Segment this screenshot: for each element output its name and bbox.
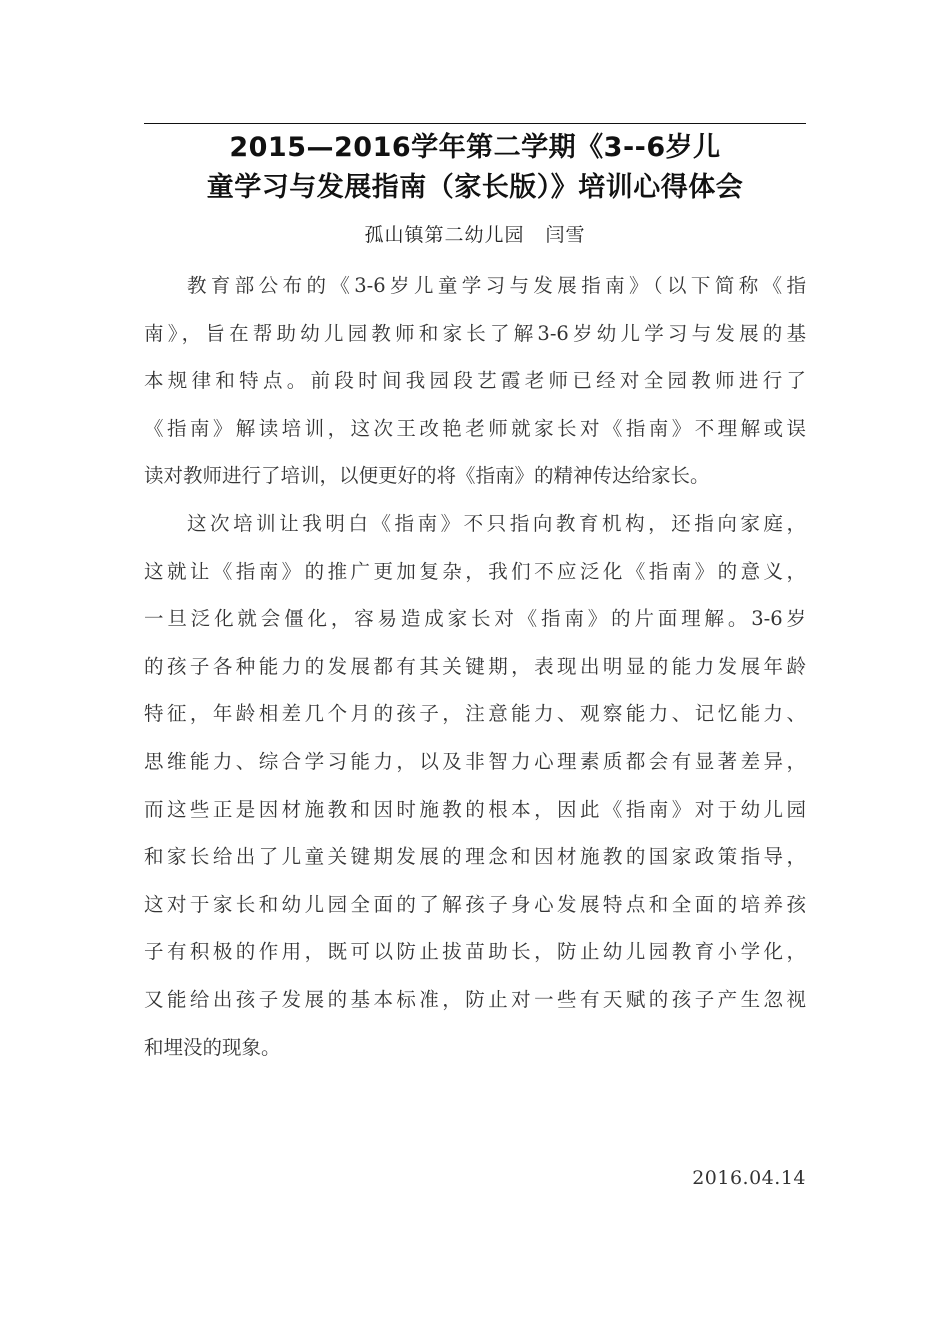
paragraph-line: 《指南》解读培训，这次王改艳老师就家长对《指南》不理解或误 [144,416,806,440]
document-body [144,262,806,1071]
document-page [144,0,806,1344]
paragraph-line: 教育部公布的《3-6岁儿童学习与发展指南》（以下简称《指 [187,274,806,297]
paragraph-line: 本规律和特点。前段时间我园段艺霞老师已经对全园教师进行了 [144,369,806,393]
title-line-1: 2015—2016学年第二学期《3--6岁儿 [229,132,721,163]
paragraph-line: 子有积极的作用，既可以防止拔苗助长，防止幼儿园教育小学化， [144,940,806,964]
title-line-2: 童学习与发展指南（家长版）》培训心得体会 [206,172,744,203]
document-date: 2016.04.14 [692,1167,806,1189]
paragraph-line: 一旦泛化就会僵化，容易造成家长对《指南》的片面理解。3-6岁 [144,607,806,631]
document-title [144,128,806,208]
paragraph-line: 而这些正是因材施教和因时施教的根本，因此《指南》对于幼儿园 [144,797,806,821]
paragraph-line: 读对教师进行了培训，以便更好的将《指南》的精神传达给家长。 [144,464,710,488]
paragraph-line: 的孩子各种能力的发展都有其关键期，表现出明显的能力发展年龄 [144,654,806,678]
paragraph-1 [144,262,806,500]
paragraph-line: 南》，旨在帮助幼儿园教师和家长了解3-6岁幼儿学习与发展的基 [144,321,806,345]
header-rule [144,123,806,124]
paragraph-2 [144,500,806,1071]
paragraph-line: 这就让《指南》的推广更加复杂，我们不应泛化《指南》的意义， [144,559,806,583]
paragraph-line: 又能给出孩子发展的基本标准，防止对一些有天赋的孩子产生忽视 [144,987,806,1011]
paragraph-line: 这次培训让我明白《指南》不只指向教育机构，还指向家庭， [187,511,806,535]
paragraph-line: 思维能力、综合学习能力，以及非智力心理素质都会有显著差异， [144,749,806,773]
paragraph-line: 这对于家长和幼儿园全面的了解孩子身心发展特点和全面的培养孩 [144,892,806,916]
paragraph-line: 特征，年龄相差几个月的孩子，注意能力、观察能力、记忆能力、 [144,702,806,726]
paragraph-line: 和家长给出了儿童关键期发展的理念和因材施教的国家政策指导， [144,845,806,869]
paragraph-line: 和埋没的现象。 [144,1035,281,1059]
author-line: 孤山镇第二幼儿园 闫雪 [364,224,586,246]
